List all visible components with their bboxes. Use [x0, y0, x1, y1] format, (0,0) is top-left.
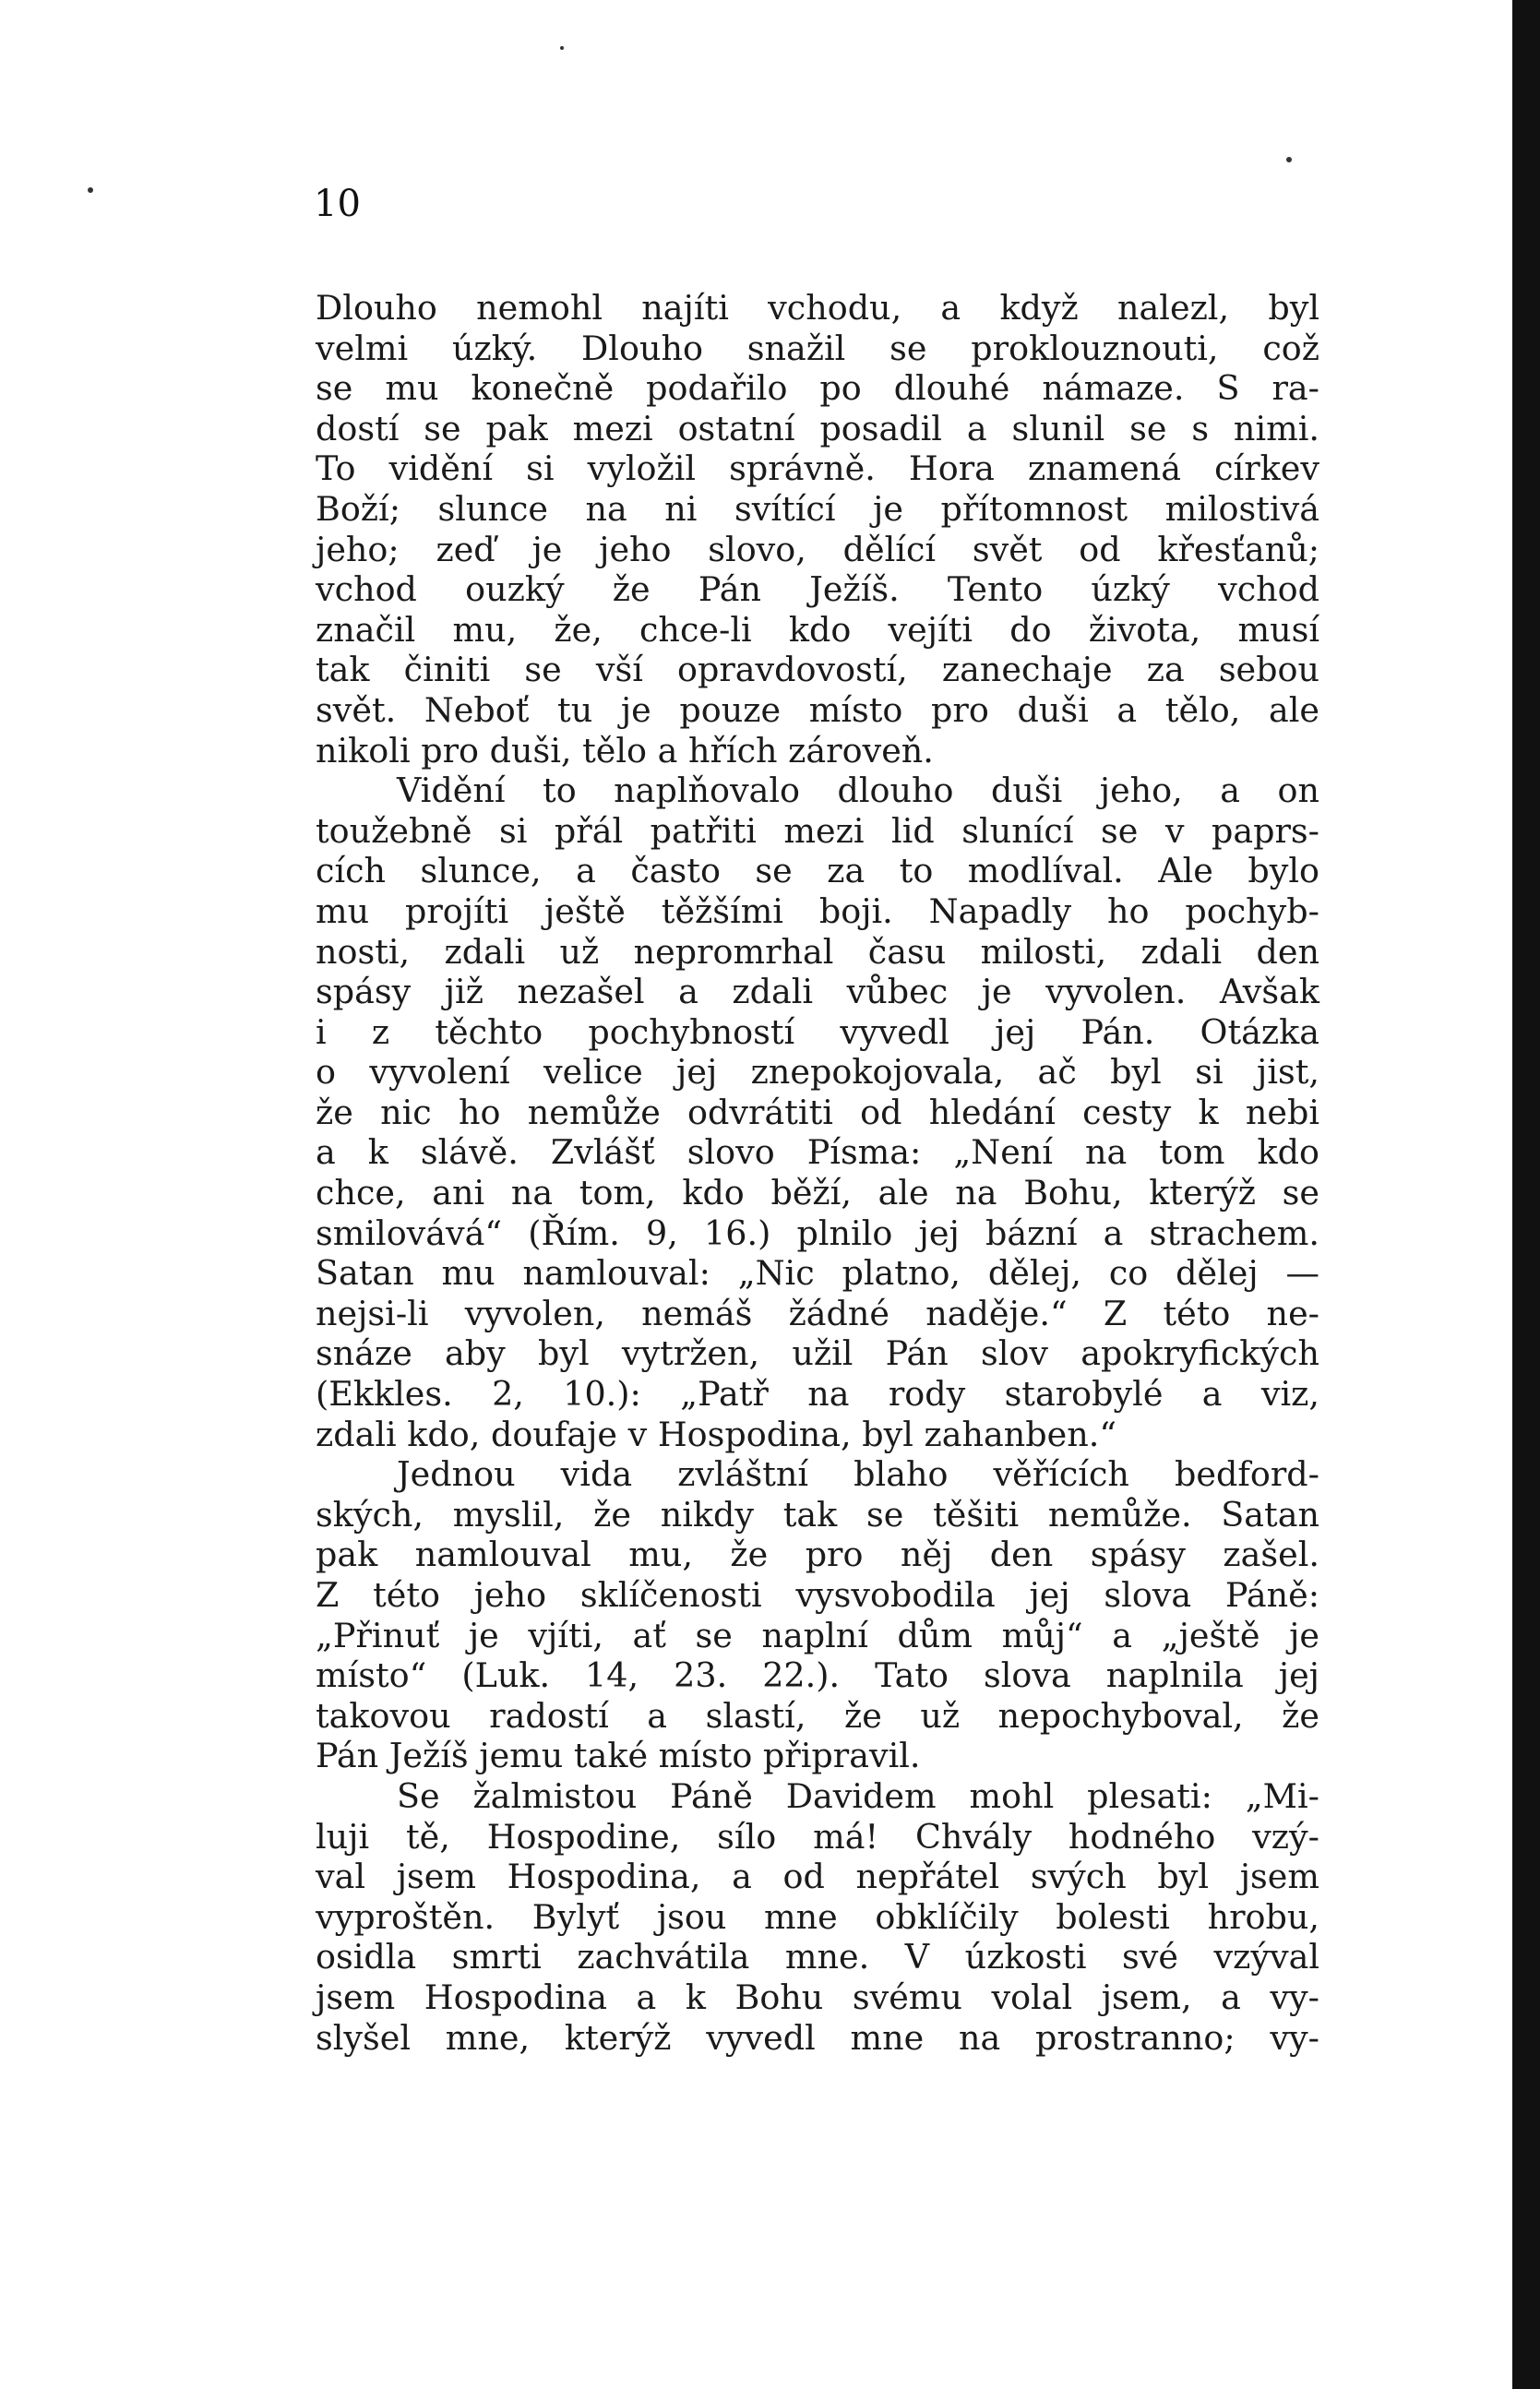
text-line: i z těchto pochybností vyvedl jej Pán. Otázka	[316, 1011, 1319, 1052]
text-line: značil mu, že, chce-li kdo vejíti do života, musí	[316, 609, 1319, 650]
text-line: nejsi-li vyvolen, nemáš žádné naděje.“ Z této ne-	[316, 1293, 1319, 1333]
text-line: Z této jeho sklíčenosti vysvobodila jej slova Páně:	[316, 1575, 1319, 1615]
text-line: vyproštěn. Bylyť jsou mne obklíčily bolesti hrobu,	[316, 1896, 1319, 1937]
text-line: se mu konečně podařilo po dlouhé námaze. S ra-	[316, 368, 1319, 409]
text-line: slyšel mne, kterýž vyvedl mne na prostranno; vy-	[316, 2017, 1319, 2058]
text-line: toužebně si přál patřiti mezi lid slunící se v paprs-	[316, 810, 1319, 851]
text-line: luji tě, Hospodine, sílo má! Chvály hodného vzý-	[316, 1816, 1319, 1857]
scan-edge-border	[1512, 0, 1540, 2389]
text-line: cích slunce, a často se za to modlíval. Ale bylo	[316, 851, 1319, 891]
text-line: spásy již nezašel a zdali vůbec je vyvolen. Avšak	[316, 972, 1319, 1012]
text-line: pak namlouval mu, že pro něj den spásy zašel.	[316, 1535, 1319, 1575]
text-line: o vyvolení velice jej znepokojovala, ač byl si jist,	[316, 1052, 1319, 1093]
text-line: „Přinuť je vjíti, ať se naplní dům můj“ a „ještě je	[316, 1615, 1319, 1655]
text-line: ských, myslil, že nikdy tak se těšiti nemůže. Satan	[316, 1494, 1319, 1535]
text-line: velmi úzký. Dlouho snažil se proklouznouti, což	[316, 328, 1319, 368]
text-line: Pán Ježíš jemu také místo připravil.	[316, 1736, 921, 1776]
text-line: vchod ouzký že Pán Ježíš. Tento úzký vchod	[316, 569, 1319, 610]
text-line: val jsem Hospodina, a od nepřátel svých byl jsem	[316, 1857, 1319, 1897]
scan-speck	[1286, 157, 1292, 162]
page-number: 10	[314, 183, 361, 225]
text-line: nikoli pro duši, tělo a hřích zároveň.	[316, 730, 934, 770]
text-line: svět. Neboť tu je pouze místo pro duši a tělo, ale	[316, 689, 1319, 730]
text-line: že nic ho nemůže odvrátiti od hledání cesty k nebi	[316, 1092, 1319, 1132]
text-line: Satan mu namlouval: „Nic platno, dělej, co dělej —	[316, 1253, 1319, 1294]
text-line: Boží; slunce na ni svítící je přítomnost milostivá	[316, 488, 1319, 529]
body-text	[316, 288, 1319, 2058]
text-line: Se žalmistou Páně Davidem mohl plesati: „Mi-	[397, 1775, 1319, 1816]
text-line: chce, ani na tom, kdo běží, ale na Bohu, kterýž se	[316, 1173, 1319, 1213]
text-line: Dlouho nemohl najíti vchodu, a když nalezl, byl	[316, 288, 1319, 328]
text-line: smilovává“ (Řím. 9, 16.) plnilo jej bázní a strachem.	[316, 1212, 1319, 1253]
text-line: jeho; zeď je jeho slovo, dělící svět od křesťanů;	[316, 529, 1319, 569]
text-line: takovou radostí a slastí, že už nepochyboval, že	[316, 1695, 1319, 1736]
text-line: (Ekkles. 2, 10.): „Patř na rody starobylé a viz,	[316, 1374, 1319, 1415]
text-line: nosti, zdali už nepromrhal času milosti, zdali den	[316, 931, 1319, 972]
scan-speck	[560, 46, 564, 50]
scan-speck	[88, 187, 93, 193]
text-line: zdali kdo, doufaje v Hospodina, byl zahanben.“	[316, 1414, 1116, 1454]
text-line: snáze aby byl vytržen, užil Pán slov apokryfických	[316, 1333, 1319, 1374]
text-line: To vidění si vyložil správně. Hora znamená církev	[316, 448, 1319, 489]
text-line: osidla smrti zachvátila mne. V úzkosti své vzýval	[316, 1937, 1319, 1977]
text-line: jsem Hospodina a k Bohu svému volal jsem, a vy-	[316, 1977, 1319, 2017]
text-line: a k slávě. Zvlášť slovo Písma: „Není na tom kdo	[316, 1132, 1319, 1173]
text-line: místo“ (Luk. 14, 23. 22.). Tato slova naplnila jej	[316, 1655, 1319, 1696]
text-line: tak činiti se vší opravdovostí, zanechaje za sebou	[316, 650, 1319, 690]
text-line: Vidění to naplňovalo dlouho duši jeho, a on	[397, 770, 1319, 811]
text-line: Jednou vida zvláštní blaho věřících bedford-	[397, 1454, 1319, 1495]
text-line: dostí se pak mezi ostatní posadil a slunil se s nimi.	[316, 408, 1319, 448]
text-line: mu projíti ještě těžšími boji. Napadly ho pochyb-	[316, 890, 1319, 931]
